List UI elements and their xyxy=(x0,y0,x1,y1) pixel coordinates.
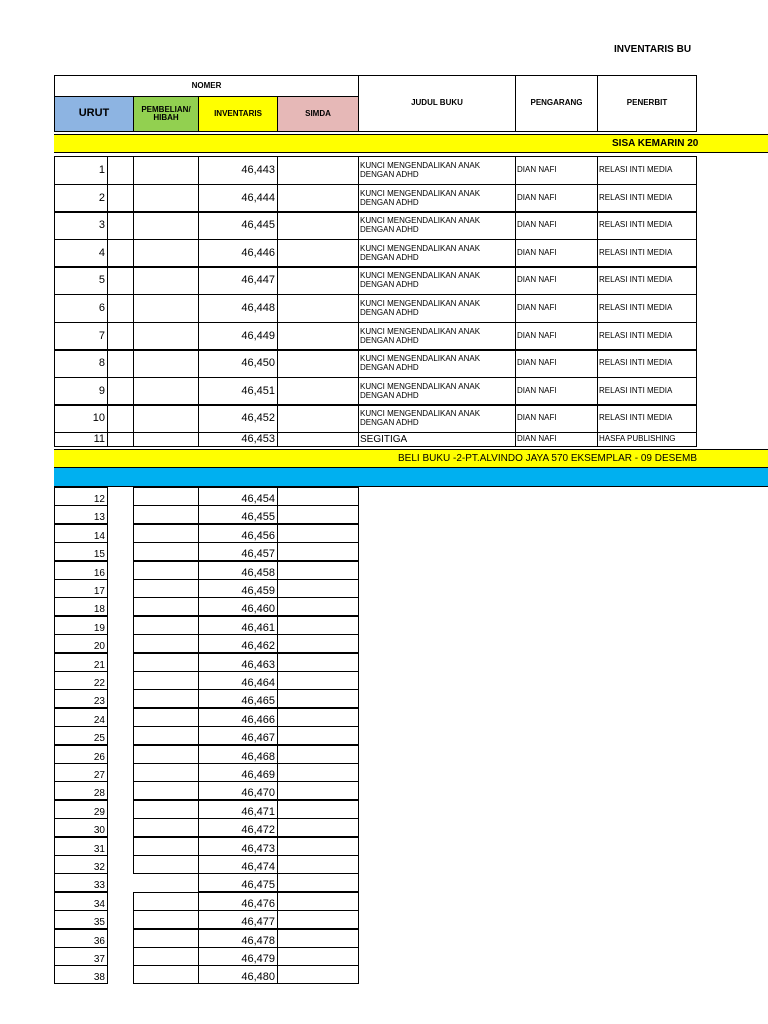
book-simda xyxy=(277,349,359,378)
item-urut: 31 xyxy=(54,837,108,856)
book-gap xyxy=(107,211,134,240)
item-simda xyxy=(277,910,359,929)
item-urut: 25 xyxy=(54,726,108,745)
item-urut: 36 xyxy=(54,929,108,948)
book-urut: 11 xyxy=(54,432,108,447)
item-inventaris: 46,457 xyxy=(198,542,278,561)
item-inventaris: 46,475 xyxy=(198,873,278,892)
book-simda xyxy=(277,294,359,323)
item-urut: 16 xyxy=(54,561,108,580)
item-simda xyxy=(277,855,359,874)
book-judul: KUNCI MENGENDALIKAN ANAK DENGAN ADHD xyxy=(358,266,516,295)
item-simda xyxy=(277,689,359,708)
item-urut: 19 xyxy=(54,616,108,635)
item-urut: 32 xyxy=(54,855,108,874)
item-inventaris: 46,469 xyxy=(198,763,278,782)
item-pembelian xyxy=(133,616,199,635)
item-urut: 17 xyxy=(54,579,108,598)
book-pengarang: DIAN NAFI xyxy=(515,184,598,213)
book-judul: KUNCI MENGENDALIKAN ANAK DENGAN ADHD xyxy=(358,349,516,378)
item-urut: 30 xyxy=(54,818,108,837)
item-simda xyxy=(277,671,359,690)
item-pembelian xyxy=(133,671,199,690)
book-pembelian xyxy=(133,404,199,433)
item-inventaris: 46,456 xyxy=(198,524,278,543)
book-judul: KUNCI MENGENDALIKAN ANAK DENGAN ADHD xyxy=(358,156,516,185)
item-pembelian xyxy=(133,855,199,874)
item-inventaris: 46,463 xyxy=(198,653,278,672)
book-pembelian xyxy=(133,322,199,351)
item-urut: 38 xyxy=(54,965,108,984)
book-pengarang: DIAN NAFI xyxy=(515,349,598,378)
item-pembelian xyxy=(133,781,199,800)
item-pembelian xyxy=(133,524,199,543)
item-urut: 23 xyxy=(54,689,108,708)
item-simda xyxy=(277,579,359,598)
item-simda xyxy=(277,524,359,543)
book-gap xyxy=(107,432,134,447)
book-pembelian xyxy=(133,239,199,268)
book-penerbit: HASFA PUBLISHING xyxy=(597,432,697,447)
book-penerbit: RELASI INTI MEDIA xyxy=(597,322,697,351)
book-pembelian xyxy=(133,349,199,378)
item-simda xyxy=(277,763,359,782)
item-simda xyxy=(277,781,359,800)
item-urut: 33 xyxy=(54,873,108,892)
sheet-title: INVENTARIS BU xyxy=(614,44,692,55)
item-urut: 27 xyxy=(54,763,108,782)
item-simda xyxy=(277,634,359,653)
book-urut: 4 xyxy=(54,239,108,268)
book-pengarang: DIAN NAFI xyxy=(515,432,598,447)
book-inventaris: 46,445 xyxy=(198,211,278,240)
item-urut: 28 xyxy=(54,781,108,800)
item-pembelian xyxy=(133,634,199,653)
header-penerbit: PENERBIT xyxy=(597,75,697,132)
book-simda xyxy=(277,184,359,213)
header-nomer: NOMER xyxy=(54,75,359,97)
item-pembelian xyxy=(133,745,199,764)
book-inventaris: 46,453 xyxy=(198,432,278,447)
item-simda xyxy=(277,505,359,524)
item-inventaris: 46,479 xyxy=(198,947,278,966)
item-pembelian xyxy=(133,689,199,708)
band-beli-buku-text: BELI BUKU -2-PT.ALVINDO JAYA 570 EKSEMPLAR - 09 DESEMB xyxy=(398,453,697,464)
item-urut: 24 xyxy=(54,708,108,727)
book-gap xyxy=(107,322,134,351)
item-inventaris: 46,461 xyxy=(198,616,278,635)
book-gap xyxy=(107,404,134,433)
item-simda xyxy=(277,542,359,561)
book-urut: 2 xyxy=(54,184,108,213)
book-urut: 3 xyxy=(54,211,108,240)
item-pembelian xyxy=(133,597,199,616)
header-urut: URUT xyxy=(54,96,134,132)
item-urut: 37 xyxy=(54,947,108,966)
item-inventaris: 46,480 xyxy=(198,965,278,984)
book-pembelian xyxy=(133,432,199,447)
item-pembelian xyxy=(133,542,199,561)
item-inventaris: 46,468 xyxy=(198,745,278,764)
book-pengarang: DIAN NAFI xyxy=(515,404,598,433)
book-penerbit: RELASI INTI MEDIA xyxy=(597,184,697,213)
book-urut: 9 xyxy=(54,377,108,406)
book-inventaris: 46,449 xyxy=(198,322,278,351)
book-gap xyxy=(107,377,134,406)
item-inventaris: 46,460 xyxy=(198,597,278,616)
header-pengarang: PENGARANG xyxy=(515,75,598,132)
book-urut: 10 xyxy=(54,404,108,433)
header-simda: SIMDA xyxy=(277,96,359,132)
book-penerbit: RELASI INTI MEDIA xyxy=(597,294,697,323)
item-simda xyxy=(277,745,359,764)
item-inventaris: 46,464 xyxy=(198,671,278,690)
band-sisa-kemarin xyxy=(54,134,768,153)
book-penerbit: RELASI INTI MEDIA xyxy=(597,156,697,185)
item-simda xyxy=(277,800,359,819)
book-penerbit: RELASI INTI MEDIA xyxy=(597,349,697,378)
item-simda xyxy=(277,947,359,966)
book-simda xyxy=(277,404,359,433)
item-urut: 12 xyxy=(54,487,108,506)
item-simda xyxy=(277,837,359,856)
book-pengarang: DIAN NAFI xyxy=(515,266,598,295)
book-urut: 1 xyxy=(54,156,108,185)
item-simda xyxy=(277,616,359,635)
item-inventaris: 46,470 xyxy=(198,781,278,800)
item-pembelian xyxy=(133,487,199,506)
book-penerbit: RELASI INTI MEDIA xyxy=(597,211,697,240)
book-inventaris: 46,443 xyxy=(198,156,278,185)
item-pembelian xyxy=(133,653,199,672)
book-simda xyxy=(277,432,359,447)
book-gap xyxy=(107,239,134,268)
book-pengarang: DIAN NAFI xyxy=(515,239,598,268)
item-urut: 18 xyxy=(54,597,108,616)
item-inventaris: 46,465 xyxy=(198,689,278,708)
book-gap xyxy=(107,156,134,185)
item-pembelian xyxy=(133,800,199,819)
item-urut: 14 xyxy=(54,524,108,543)
item-urut: 21 xyxy=(54,653,108,672)
item-inventaris: 46,477 xyxy=(198,910,278,929)
item-urut: 22 xyxy=(54,671,108,690)
item-inventaris: 46,467 xyxy=(198,726,278,745)
item-simda xyxy=(277,561,359,580)
item-inventaris: 46,478 xyxy=(198,929,278,948)
book-judul: KUNCI MENGENDALIKAN ANAK DENGAN ADHD xyxy=(358,377,516,406)
book-pembelian xyxy=(133,294,199,323)
item-simda xyxy=(277,653,359,672)
item-simda xyxy=(277,873,359,892)
item-inventaris: 46,459 xyxy=(198,579,278,598)
item-urut: 20 xyxy=(54,634,108,653)
book-penerbit: RELASI INTI MEDIA xyxy=(597,239,697,268)
book-gap xyxy=(107,184,134,213)
book-judul: KUNCI MENGENDALIKAN ANAK DENGAN ADHD xyxy=(358,322,516,351)
item-inventaris: 46,474 xyxy=(198,855,278,874)
header-inventaris: INVENTARIS xyxy=(198,96,278,132)
item-inventaris: 46,454 xyxy=(198,487,278,506)
book-pengarang: DIAN NAFI xyxy=(515,156,598,185)
book-judul: KUNCI MENGENDALIKAN ANAK DENGAN ADHD xyxy=(358,211,516,240)
book-gap xyxy=(107,294,134,323)
item-simda xyxy=(277,487,359,506)
book-simda xyxy=(277,322,359,351)
band-sisa-kemarin-text: SISA KEMARIN 20 xyxy=(612,138,699,149)
band-blue xyxy=(54,468,768,487)
book-pembelian xyxy=(133,156,199,185)
book-simda xyxy=(277,156,359,185)
book-inventaris: 46,444 xyxy=(198,184,278,213)
item-pembelian xyxy=(133,929,199,948)
book-pengarang: DIAN NAFI xyxy=(515,322,598,351)
book-urut: 5 xyxy=(54,266,108,295)
item-urut: 35 xyxy=(54,910,108,929)
book-inventaris: 46,446 xyxy=(198,239,278,268)
item-pembelian xyxy=(133,579,199,598)
book-penerbit: RELASI INTI MEDIA xyxy=(597,377,697,406)
item-pembelian xyxy=(133,763,199,782)
book-pembelian xyxy=(133,377,199,406)
item-pembelian xyxy=(133,505,199,524)
book-pembelian xyxy=(133,266,199,295)
item-pembelian xyxy=(133,892,199,911)
item-pembelian xyxy=(133,726,199,745)
book-pengarang: DIAN NAFI xyxy=(515,377,598,406)
book-pengarang: DIAN NAFI xyxy=(515,294,598,323)
book-inventaris: 46,452 xyxy=(198,404,278,433)
item-inventaris: 46,476 xyxy=(198,892,278,911)
book-judul: KUNCI MENGENDALIKAN ANAK DENGAN ADHD xyxy=(358,239,516,268)
book-simda xyxy=(277,211,359,240)
book-urut: 6 xyxy=(54,294,108,323)
book-pembelian xyxy=(133,211,199,240)
item-inventaris: 46,471 xyxy=(198,800,278,819)
item-urut: 26 xyxy=(54,745,108,764)
item-pembelian xyxy=(133,708,199,727)
item-pembelian xyxy=(133,947,199,966)
item-simda xyxy=(277,929,359,948)
item-pembelian xyxy=(133,837,199,856)
item-pembelian xyxy=(133,818,199,837)
item-pembelian xyxy=(133,965,199,984)
book-judul: KUNCI MENGENDALIKAN ANAK DENGAN ADHD xyxy=(358,184,516,213)
book-judul: SEGITIGA xyxy=(358,432,516,447)
item-inventaris: 46,472 xyxy=(198,818,278,837)
item-inventaris: 46,473 xyxy=(198,837,278,856)
item-inventaris: 46,462 xyxy=(198,634,278,653)
item-inventaris: 46,455 xyxy=(198,505,278,524)
book-pembelian xyxy=(133,184,199,213)
band-beli-buku xyxy=(54,449,768,468)
header-pembelian-hibah: PEMBELIAN/ HIBAH xyxy=(133,96,199,132)
book-inventaris: 46,450 xyxy=(198,349,278,378)
book-urut: 8 xyxy=(54,349,108,378)
book-inventaris: 46,448 xyxy=(198,294,278,323)
book-judul: KUNCI MENGENDALIKAN ANAK DENGAN ADHD xyxy=(358,294,516,323)
item-pembelian xyxy=(133,910,199,929)
item-simda xyxy=(277,708,359,727)
book-urut: 7 xyxy=(54,322,108,351)
item-pembelian xyxy=(133,561,199,580)
item-simda xyxy=(277,818,359,837)
book-inventaris: 46,451 xyxy=(198,377,278,406)
item-inventaris: 46,458 xyxy=(198,561,278,580)
book-pengarang: DIAN NAFI xyxy=(515,211,598,240)
book-inventaris: 46,447 xyxy=(198,266,278,295)
book-judul: KUNCI MENGENDALIKAN ANAK DENGAN ADHD xyxy=(358,404,516,433)
item-inventaris: 46,466 xyxy=(198,708,278,727)
item-urut: 15 xyxy=(54,542,108,561)
item-urut: 34 xyxy=(54,892,108,911)
item-simda xyxy=(277,726,359,745)
book-simda xyxy=(277,266,359,295)
item-simda xyxy=(277,597,359,616)
item-simda xyxy=(277,892,359,911)
book-penerbit: RELASI INTI MEDIA xyxy=(597,404,697,433)
book-gap xyxy=(107,349,134,378)
book-simda xyxy=(277,377,359,406)
book-penerbit: RELASI INTI MEDIA xyxy=(597,266,697,295)
item-urut: 13 xyxy=(54,505,108,524)
item-simda xyxy=(277,965,359,984)
header-judul-buku: JUDUL BUKU xyxy=(358,75,516,132)
book-simda xyxy=(277,239,359,268)
item-urut: 29 xyxy=(54,800,108,819)
book-gap xyxy=(107,266,134,295)
